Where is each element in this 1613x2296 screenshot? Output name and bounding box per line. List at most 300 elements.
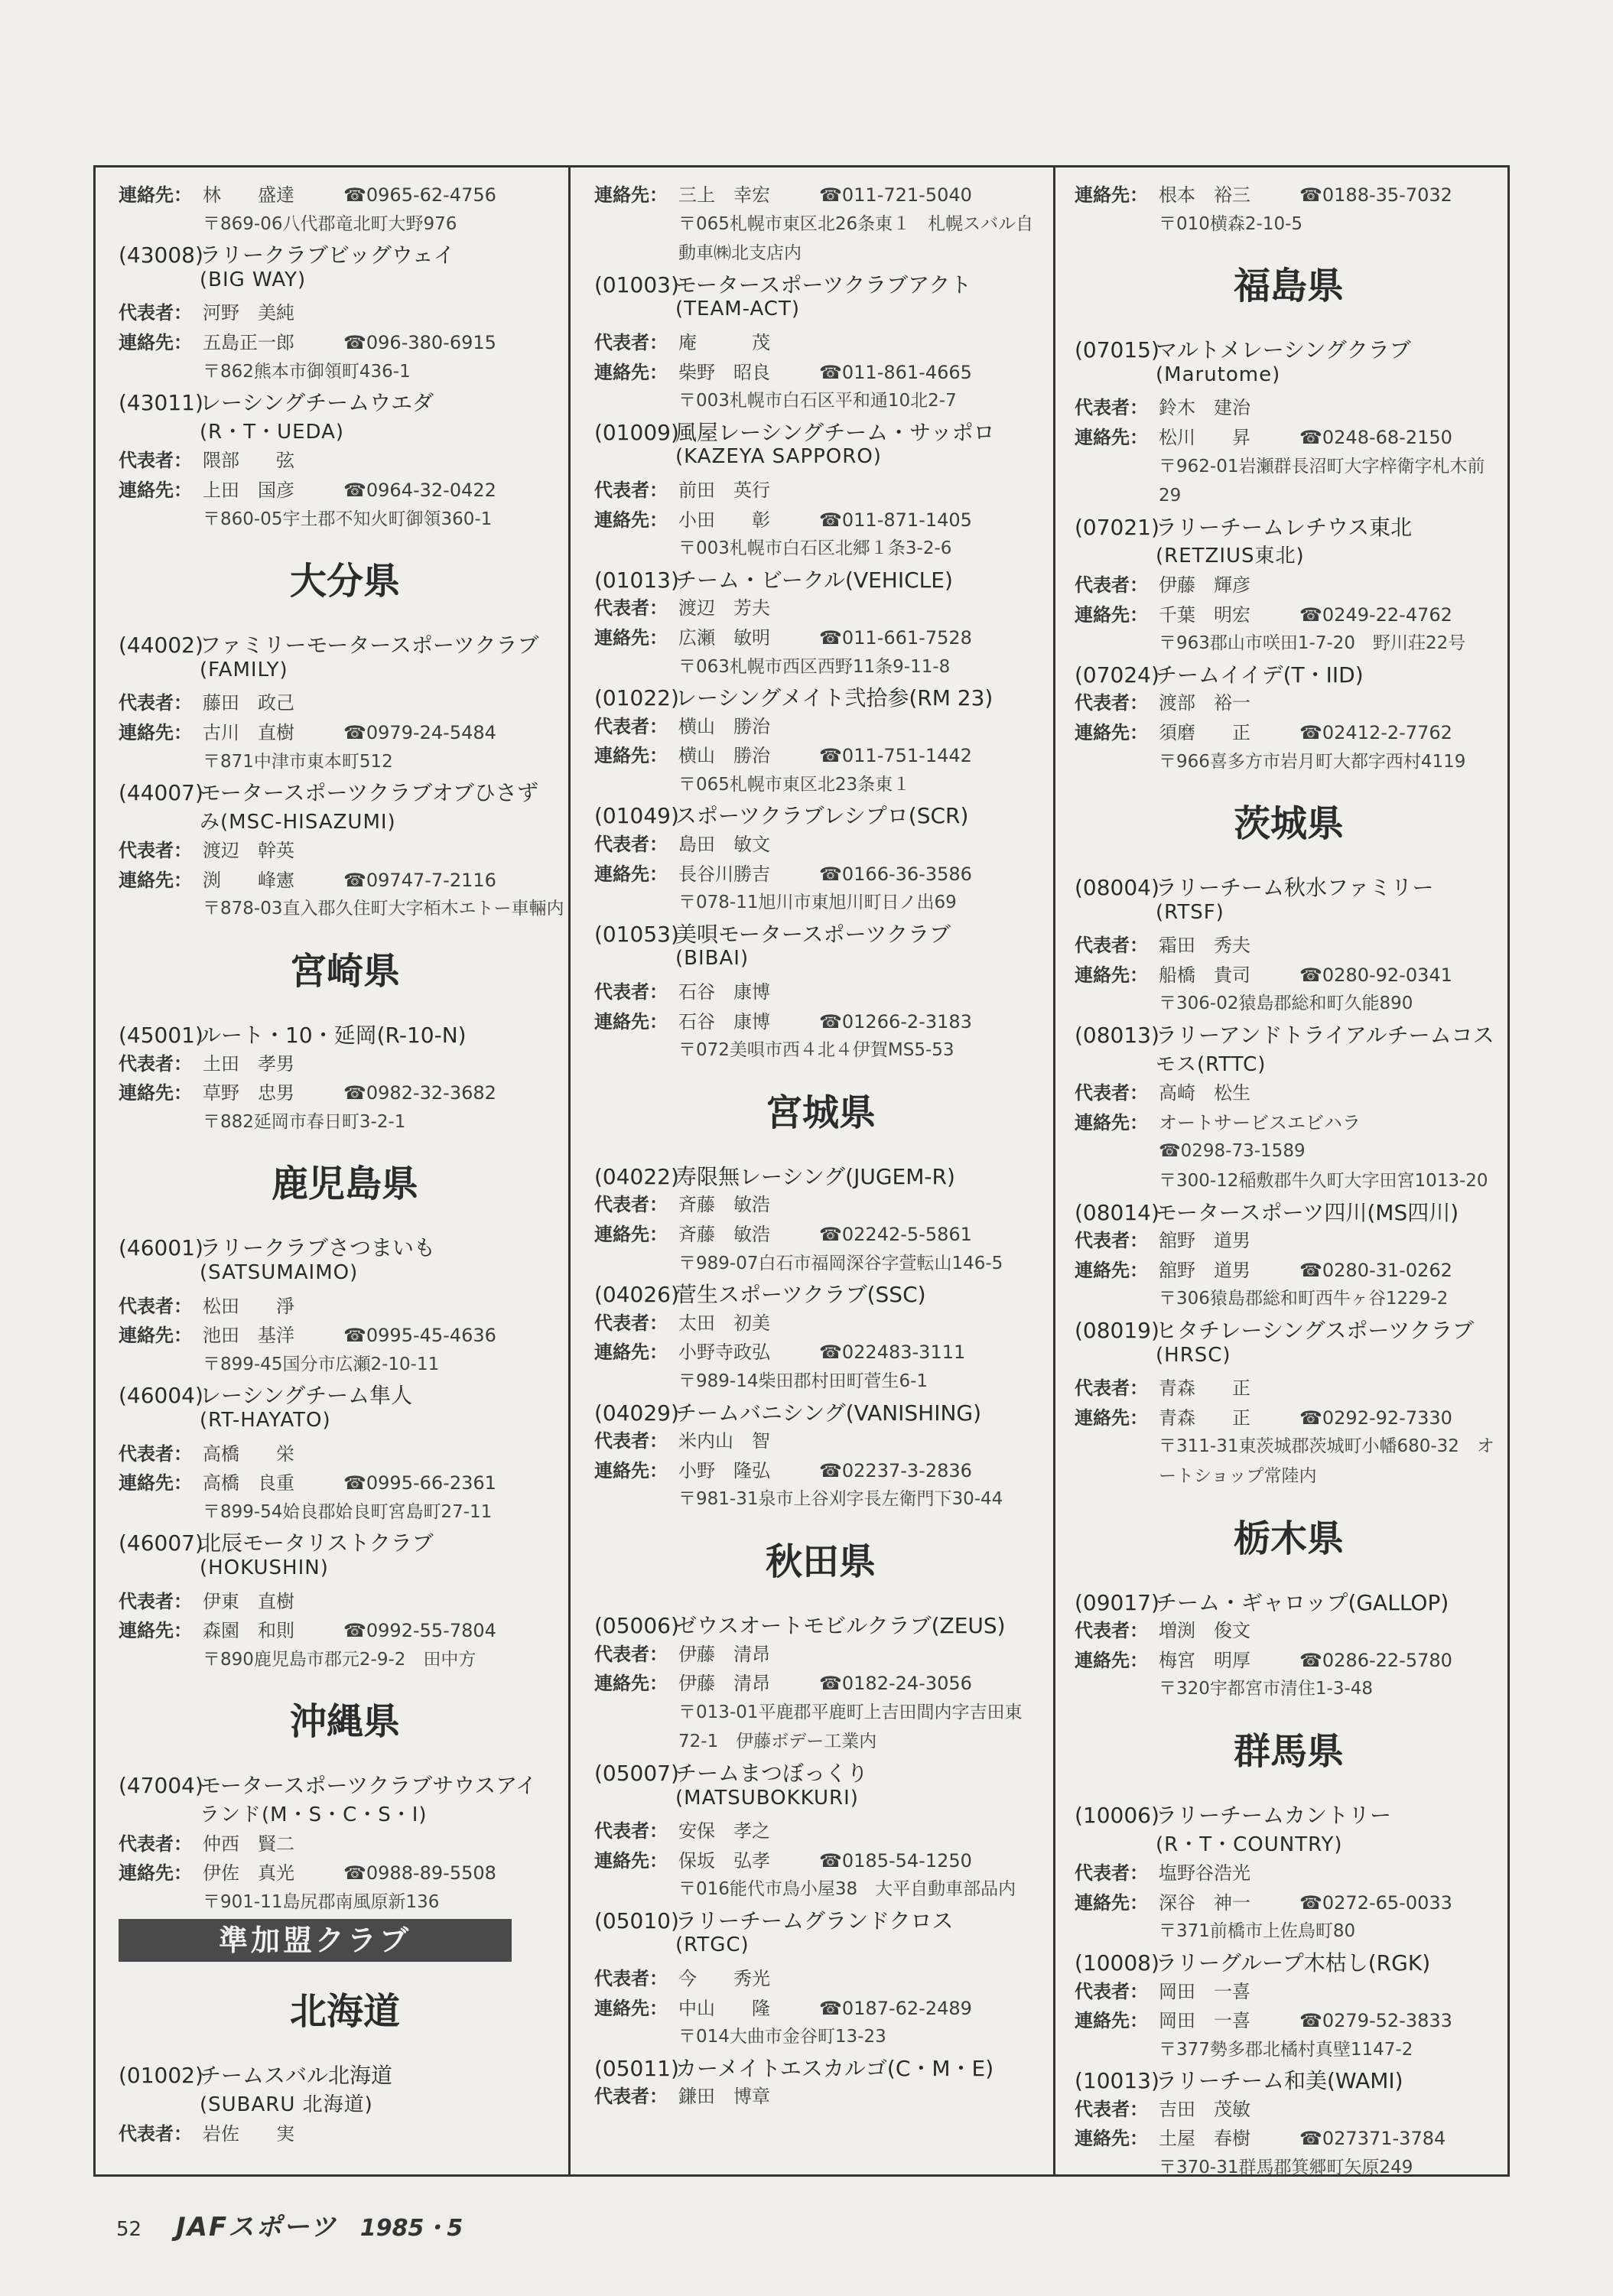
- contact-label: 連絡先：: [594, 361, 668, 383]
- address-line: 〒989-07白石市福岡深谷字萱転山146-5: [678, 1253, 1003, 1273]
- club-english-name: (RTGC): [675, 1933, 750, 1957]
- contact-row: [594, 1455, 1047, 1485]
- column-divider: [1053, 167, 1055, 2174]
- address-line: 〒065札幌市東区北23条東１: [678, 774, 911, 795]
- contact-phone: ☎0272-65-0033: [1299, 1891, 1452, 1914]
- contact-label: 連絡先：: [119, 1325, 192, 1347]
- representative-label: 代表者：: [119, 1295, 192, 1317]
- club-code: (04029): [594, 1400, 679, 1426]
- address-line: 〒013-01平鹿郡平鹿町上吉田間内字吉田東72-1 伊藤ボデー工業内: [678, 1702, 1023, 1752]
- contact-phone: ☎0166-36-3586: [819, 863, 972, 885]
- representative-row: [1075, 392, 1503, 422]
- contact-phone: ☎027371-3784: [1299, 2128, 1446, 2150]
- representative-name: 岡田 一喜: [1159, 1980, 1250, 2002]
- contact-row: [594, 1668, 1047, 1698]
- address-line: 〒882延岡市春日町3-2-1: [203, 1111, 406, 1132]
- club-entry: [594, 681, 1047, 711]
- club-code: (07024): [1075, 662, 1159, 688]
- contact-label: 連絡先：: [594, 1849, 668, 1872]
- club-english-name: (RT-HAYATO): [200, 1409, 331, 1432]
- directory-column-2: [594, 180, 1047, 2111]
- representative-row: [119, 688, 571, 717]
- club-english-name: モス(RTTC): [1156, 1052, 1267, 1076]
- club-entry: [1075, 511, 1503, 541]
- club-entry: [119, 1019, 571, 1049]
- representative-row: [1075, 930, 1503, 960]
- club-name: レーシングチームウエダ: [200, 390, 434, 416]
- address-line: 〒306-02猿島郡総和町久能890: [1159, 994, 1413, 1014]
- representative-label: 代表者：: [594, 1820, 668, 1842]
- contact-row: [1075, 1888, 1503, 1917]
- club-entry: [1075, 871, 1503, 901]
- contact-name: 森園 和則: [203, 1620, 294, 1642]
- club-name: モータースポーツクラブアクト: [675, 272, 972, 298]
- club-name: レーシングメイト弐拾参(RM 23): [675, 685, 993, 711]
- club-entry: [119, 386, 571, 416]
- club-entry: [594, 268, 1047, 298]
- club-name: チームまつぼっくり: [675, 1760, 869, 1786]
- contact-row: [1075, 1107, 1503, 1137]
- contact-row: [594, 740, 1047, 770]
- representative-row: [594, 711, 1047, 741]
- representative-name: 島田 敏文: [678, 834, 770, 856]
- contact-phone: ☎011-721-5040: [819, 184, 972, 206]
- address-line: ☎0298-73-1589: [1159, 1141, 1306, 1162]
- address-line: 〒311-31東茨城郡茨城町小幡680-32 オートショップ常陸内: [1159, 1436, 1494, 1486]
- contact-name: 五島正一郎: [203, 331, 294, 353]
- contact-name: 伊藤 清昂: [678, 1673, 770, 1695]
- club-name: ヒタチレーシングスポーツクラブ: [1156, 1318, 1474, 1343]
- contact-row: [1075, 2005, 1503, 2035]
- contact-phone: ☎02237-3-2836: [819, 1459, 972, 1481]
- contact-name: 古川 直樹: [203, 721, 294, 743]
- club-name: 寿限無レーシング(JUGEM-R): [675, 1163, 955, 1189]
- representative-name: 青森 正: [1159, 1377, 1250, 1400]
- contact-label: 連絡先：: [1075, 721, 1148, 743]
- contact-name: 梅宮 明厚: [1159, 1649, 1250, 1671]
- prefecture-heading: 大分県: [289, 560, 400, 603]
- contact-phone: ☎0248-68-2150: [1299, 426, 1452, 448]
- contact-row: [594, 357, 1047, 387]
- representative-name: 隈部 弦: [203, 450, 294, 472]
- representative-label: 代表者：: [594, 1312, 668, 1334]
- representative-row: [1075, 1858, 1503, 1888]
- contact-phone: ☎0988-89-5508: [343, 1862, 496, 1885]
- club-code: (10008): [1075, 1950, 1159, 1976]
- club-code: (07021): [1075, 514, 1159, 540]
- contact-row: [1075, 1255, 1503, 1285]
- representative-label: 代表者：: [1075, 1862, 1148, 1885]
- address-line: 〒878-03直入郡久住町大字栢木エトー車輛内: [203, 899, 564, 919]
- club-directory-frame: [93, 165, 1510, 2177]
- club-entry: [119, 776, 571, 806]
- contact-label: 連絡先：: [594, 1673, 668, 1695]
- club-name: ラリーグループ木枯し(RGK): [1156, 1950, 1431, 1976]
- club-entry: [594, 799, 1047, 829]
- contact-label: 連絡先：: [119, 1620, 192, 1642]
- address-line: 〒003札幌市白石区平和通10北2-7: [678, 391, 957, 411]
- representative-row: [594, 1426, 1047, 1455]
- club-name: チームイイデ(T・IID): [1156, 662, 1364, 688]
- representative-label: 代表者：: [1075, 574, 1148, 596]
- representative-label: 代表者：: [1075, 1230, 1148, 1252]
- representative-name: 伊藤 清昂: [678, 1643, 770, 1665]
- contact-row: [594, 859, 1047, 889]
- representative-label: 代表者：: [119, 1052, 192, 1075]
- contact-row: [1075, 180, 1503, 210]
- club-code: (46007): [119, 1530, 203, 1556]
- club-code: (43008): [119, 242, 203, 268]
- club-english-name: (HRSC): [1156, 1343, 1231, 1367]
- club-entry: [1075, 659, 1503, 688]
- address-line: 〒377勢多郡北橘村真壁1147-2: [1159, 2039, 1413, 2060]
- representative-label: 代表者：: [1075, 1082, 1148, 1104]
- club-entry: [119, 629, 571, 659]
- representative-row: [119, 1586, 571, 1616]
- contact-label: 連絡先：: [119, 869, 192, 891]
- contact-label: 連絡先：: [1075, 1259, 1148, 1281]
- page-number: 52: [116, 2218, 142, 2241]
- contact-row: [594, 623, 1047, 652]
- contact-row: [1075, 1645, 1503, 1675]
- club-name: レーシングチーム隼人: [200, 1383, 413, 1409]
- representative-label: 代表者：: [594, 834, 668, 856]
- contact-name: 石谷 康博: [678, 1010, 770, 1033]
- representative-name: 土田 孝男: [203, 1052, 294, 1075]
- club-entry: [1075, 1019, 1503, 1049]
- page-footer: [116, 2206, 463, 2243]
- club-entry: [119, 1769, 571, 1799]
- address-line: 〒862熊本市御領町436-1: [203, 361, 411, 382]
- contact-label: 連絡先：: [1075, 964, 1148, 986]
- club-name: 風屋レーシングチーム・サッポロ: [675, 419, 995, 445]
- representative-row: [119, 2119, 571, 2148]
- contact-label: 連絡先：: [594, 1997, 668, 2019]
- representative-name: 高崎 松生: [1159, 1082, 1250, 1104]
- club-english-name: (BIBAI): [675, 947, 750, 971]
- contact-name: 池田 基洋: [203, 1325, 294, 1347]
- club-code: (10013): [1075, 2068, 1159, 2094]
- representative-name: 庵 茂: [678, 331, 770, 353]
- representative-name: 前田 英行: [678, 479, 770, 501]
- representative-label: 代表者：: [1075, 2098, 1148, 2120]
- representative-name: 仲西 賢二: [203, 1833, 294, 1855]
- contact-row: [594, 1846, 1047, 1875]
- representative-row: [119, 298, 571, 327]
- representative-label: 代表者：: [594, 1968, 668, 1990]
- representative-row: [1075, 570, 1503, 600]
- representative-label: 代表者：: [119, 2122, 192, 2145]
- club-entry: [1075, 1314, 1503, 1344]
- contact-label: 連絡先：: [119, 1082, 192, 1104]
- contact-label: 連絡先：: [119, 1862, 192, 1885]
- contact-name: 保坂 弘孝: [678, 1849, 770, 1872]
- contact-row: [119, 180, 571, 210]
- representative-label: 代表者：: [119, 1833, 192, 1855]
- club-entry: [594, 1609, 1047, 1639]
- contact-name: 土屋 春樹: [1159, 2128, 1250, 2150]
- contact-name: 千葉 明宏: [1159, 603, 1250, 626]
- address-line: 〒300-12稲敷郡牛久町大字田宮1013-20: [1159, 1171, 1488, 1192]
- club-name: ラリーチームレチウス東北: [1156, 514, 1413, 540]
- club-name: ラリーチームグランドクロス: [675, 1907, 954, 1933]
- club-code: (01013): [594, 567, 679, 593]
- club-entry: [1075, 2064, 1503, 2094]
- address-line: 〒871中津市東本町512: [203, 751, 393, 772]
- club-english-name: (TEAM-ACT): [675, 298, 800, 321]
- contact-phone: ☎0964-32-0422: [343, 479, 496, 501]
- contact-phone: ☎0979-24-5484: [343, 721, 496, 743]
- contact-row: [119, 475, 571, 505]
- contact-label: 連絡先：: [594, 626, 668, 649]
- club-code: (10006): [1075, 1802, 1159, 1828]
- representative-row: [119, 1291, 571, 1321]
- contact-name: 船橋 貴司: [1159, 964, 1250, 986]
- representative-row: [594, 1963, 1047, 1993]
- club-name: ルート・10・延岡(R-10-N): [200, 1023, 467, 1049]
- contact-phone: ☎096-380-6915: [343, 331, 496, 353]
- address-line: 〒989-14柴田郡村田町菅生6-1: [678, 1371, 928, 1391]
- directory-column-1: [119, 180, 571, 2148]
- club-name: ラリーアンドトライアルチームコス: [1156, 1023, 1494, 1049]
- address-line: 〒899-54姶良郡姶良町宮島町27-11: [203, 1501, 493, 1522]
- club-name: モータースポーツクラブサウスアイ: [200, 1773, 537, 1799]
- club-english-name: (R・T・UEDA): [200, 420, 345, 444]
- club-name: 美唄モータースポーツクラブ: [675, 921, 951, 947]
- contact-row: [1075, 1403, 1503, 1433]
- club-name: ファミリーモータースポーツクラブ: [200, 633, 539, 659]
- club-name: 北辰モータリストクラブ: [200, 1530, 434, 1556]
- club-code: (05011): [594, 2055, 679, 2081]
- club-code: (07015): [1075, 337, 1159, 363]
- club-code: (09017): [1075, 1589, 1159, 1615]
- address-line: 〒890鹿児島市郡元2-9-2 田中方: [203, 1649, 476, 1670]
- club-name: スポーツクラブレシプロ(SCR): [675, 803, 969, 829]
- magazine-title: JAFスポーツ: [176, 2212, 337, 2242]
- club-english-name: (R・T・COUNTRY): [1156, 1833, 1343, 1856]
- club-entry: [119, 1379, 571, 1409]
- club-code: (05010): [594, 1907, 679, 1933]
- prefecture-heading: 茨城県: [1233, 802, 1344, 846]
- contact-phone: ☎0965-62-4756: [343, 184, 496, 206]
- club-entry: [1075, 1196, 1503, 1226]
- contact-row: [1075, 960, 1503, 990]
- representative-row: [119, 1829, 571, 1859]
- contact-label: 連絡先：: [1075, 2010, 1148, 2032]
- contact-name: 伊佐 真光: [203, 1862, 294, 1885]
- club-code: (01053): [594, 921, 679, 947]
- contact-name: 上田 国彦: [203, 479, 294, 501]
- address-line: 〒078-11旭川市東旭川町日ノ出69: [678, 893, 957, 913]
- club-code: (44007): [119, 780, 203, 806]
- club-english-name: (RTSF): [1156, 900, 1224, 924]
- representative-label: 代表者：: [119, 302, 192, 324]
- club-code: (46001): [119, 1235, 203, 1261]
- address-line: 〒072美唄市西４北４伊賀MS5-53: [678, 1040, 954, 1061]
- contact-phone: ☎0249-22-4762: [1299, 603, 1452, 626]
- contact-label: 連絡先：: [1075, 1111, 1148, 1133]
- contact-label: 連絡先：: [594, 509, 668, 531]
- representative-label: 代表者：: [1075, 1620, 1148, 1642]
- club-code: (08014): [1075, 1199, 1159, 1225]
- contact-phone: ☎09747-7-2116: [343, 869, 496, 891]
- representative-name: 鈴木 建治: [1159, 397, 1250, 419]
- representative-row: [1075, 1373, 1503, 1403]
- representative-row: [1075, 1976, 1503, 2006]
- contact-phone: ☎01266-2-3183: [819, 1010, 972, 1033]
- section-banner-row: [119, 1917, 571, 1964]
- club-english-name: (HOKUSHIN): [200, 1556, 329, 1579]
- representative-label: 代表者：: [594, 1194, 668, 1216]
- contact-name: 松川 昇: [1159, 426, 1250, 448]
- club-code: (47004): [119, 1773, 203, 1799]
- prefecture-heading: 宮崎県: [289, 950, 400, 994]
- club-name: チームバニシング(VANISHING): [675, 1400, 982, 1426]
- representative-label: 代表者：: [119, 692, 192, 714]
- club-name: カーメイトエスカルゴ(C・M・E): [675, 2055, 994, 2081]
- address-line: 〒371前橋市上佐鳥町80: [1159, 1921, 1356, 1942]
- address-line: 〒860-05宇土郡不知火町御領360-1: [203, 509, 493, 529]
- address-line: 〒065札幌市東区北26条東１ 札幌スバル自動車㈱北支店内: [678, 213, 1034, 264]
- contact-label: 連絡先：: [594, 1459, 668, 1481]
- representative-row: [594, 327, 1047, 357]
- representative-name: 太田 初美: [678, 1312, 770, 1334]
- representative-row: [594, 829, 1047, 859]
- representative-name: 霜田 秀夫: [1159, 935, 1250, 957]
- prefecture-heading: 福島県: [1233, 265, 1344, 308]
- contact-name: 草野 忠男: [203, 1082, 294, 1104]
- contact-label: 連絡先：: [1075, 1407, 1148, 1429]
- club-name: チームスバル北海道: [200, 2063, 393, 2089]
- contact-row: [1075, 422, 1503, 452]
- club-entry: [594, 1757, 1047, 1787]
- contact-phone: ☎02412-2-7762: [1299, 721, 1452, 743]
- club-entry: [594, 2052, 1047, 2082]
- contact-name: 渕 峰憲: [203, 869, 294, 891]
- club-entry: [119, 1231, 571, 1261]
- contact-name: 柴野 昭良: [678, 361, 770, 383]
- contact-name: 小田 彰: [678, 509, 770, 531]
- club-code: (01049): [594, 803, 679, 829]
- prefecture-heading: 宮城県: [765, 1091, 876, 1134]
- club-name: ラリークラブさつまいも: [200, 1235, 436, 1261]
- address-line: 〒003札幌市白石区北郷１条3-2-6: [678, 538, 952, 559]
- representative-row: [119, 1439, 571, 1468]
- address-line: 〒014大曲市金谷町13-23: [678, 2027, 886, 2047]
- club-code: (01022): [594, 685, 679, 711]
- club-entry: [1075, 1586, 1503, 1616]
- contact-label: 連絡先：: [594, 1224, 668, 1245]
- club-name: モータースポーツクラブオブひさず: [200, 780, 538, 806]
- contact-name: 小野 隆弘: [678, 1459, 770, 1481]
- representative-row: [594, 475, 1047, 505]
- representative-row: [594, 1308, 1047, 1338]
- contact-label: 連絡先：: [1075, 184, 1148, 206]
- club-entry: [594, 416, 1047, 446]
- contact-name: オートサービスエビハラ: [1159, 1111, 1361, 1133]
- prefecture-heading: 群馬県: [1233, 1729, 1344, 1773]
- prefecture-heading: 鹿児島県: [271, 1163, 418, 1206]
- representative-row: [594, 977, 1047, 1007]
- representative-label: 代表者：: [594, 479, 668, 501]
- prefecture-heading: 沖縄県: [289, 1700, 400, 1744]
- contact-phone: ☎0182-24-3056: [819, 1673, 972, 1695]
- representative-row: [594, 593, 1047, 623]
- representative-name: 藤田 政己: [203, 692, 294, 714]
- contact-row: [119, 1468, 571, 1498]
- club-code: (04022): [594, 1163, 679, 1189]
- club-english-name: (BIG WAY): [200, 268, 307, 291]
- contact-label: 連絡先：: [119, 479, 192, 501]
- representative-row: [119, 835, 571, 865]
- contact-name: 斉藤 敏浩: [678, 1224, 770, 1245]
- representative-row: [119, 445, 571, 475]
- contact-label: 連絡先：: [119, 184, 192, 206]
- contact-name: 高橋 良重: [203, 1472, 294, 1494]
- representative-row: [594, 1189, 1047, 1219]
- contact-name: 横山 勝治: [678, 745, 770, 767]
- representative-name: 増渕 俊文: [1159, 1620, 1250, 1642]
- club-code: (04026): [594, 1282, 679, 1308]
- contact-name: 小野寺政弘: [678, 1342, 770, 1364]
- representative-name: 塩野谷浩光: [1159, 1862, 1250, 1885]
- club-code: (01003): [594, 272, 679, 298]
- club-name: チーム・ビークル(VEHICLE): [675, 567, 953, 593]
- club-entry: [1075, 333, 1503, 363]
- club-name: チーム・ギャロップ(GALLOP): [1156, 1589, 1449, 1615]
- club-entry: [594, 1160, 1047, 1190]
- contact-row: [594, 505, 1047, 535]
- representative-label: 代表者：: [1075, 397, 1148, 419]
- contact-name: 須磨 正: [1159, 721, 1250, 743]
- representative-label: 代表者：: [119, 450, 192, 472]
- contact-phone: ☎011-861-4665: [819, 361, 972, 383]
- representative-row: [594, 2081, 1047, 2111]
- contact-phone: ☎0982-32-3682: [343, 1082, 496, 1104]
- club-entry: [594, 564, 1047, 594]
- representative-row: [1075, 688, 1503, 717]
- issue-date: 1985・5: [359, 2215, 463, 2242]
- representative-name: 斉藤 敏浩: [678, 1194, 770, 1216]
- club-code: (44002): [119, 633, 203, 659]
- club-code: (08004): [1075, 875, 1159, 901]
- representative-name: 横山 勝治: [678, 715, 770, 737]
- club-english-name: (Marutome): [1156, 363, 1281, 386]
- club-english-name: ランド(M・S・C・S・I): [200, 1803, 428, 1826]
- representative-name: 鎌田 博章: [678, 2086, 770, 2108]
- contact-phone: ☎0280-92-0341: [1299, 964, 1452, 986]
- contact-row: [594, 1993, 1047, 2023]
- directory-column-3: [1075, 180, 1503, 2183]
- representative-name: 渡辺 芳夫: [678, 597, 770, 620]
- contact-name: 深谷 神一: [1159, 1891, 1250, 1914]
- club-name: 菅生スポーツクラブ(SSC): [675, 1282, 926, 1308]
- contact-phone: ☎02242-5-5861: [819, 1224, 972, 1245]
- club-english-name: (SUBARU 北海道): [200, 2093, 373, 2116]
- representative-label: 代表者：: [594, 2086, 668, 2108]
- contact-name: 三上 幸宏: [678, 184, 770, 206]
- contact-phone: ☎0992-55-7804: [343, 1620, 496, 1642]
- club-english-name: (KAZEYA SAPPORO): [675, 445, 882, 469]
- contact-phone: ☎0187-62-2489: [819, 1997, 972, 2019]
- club-code: (01009): [594, 419, 679, 445]
- club-code: (05007): [594, 1760, 679, 1786]
- club-entry: [1075, 1799, 1503, 1829]
- contact-row: [119, 1615, 571, 1645]
- prefecture-heading: 北海道: [289, 1990, 400, 2034]
- contact-row: [594, 1007, 1047, 1036]
- contact-phone: ☎0292-92-7330: [1299, 1407, 1452, 1429]
